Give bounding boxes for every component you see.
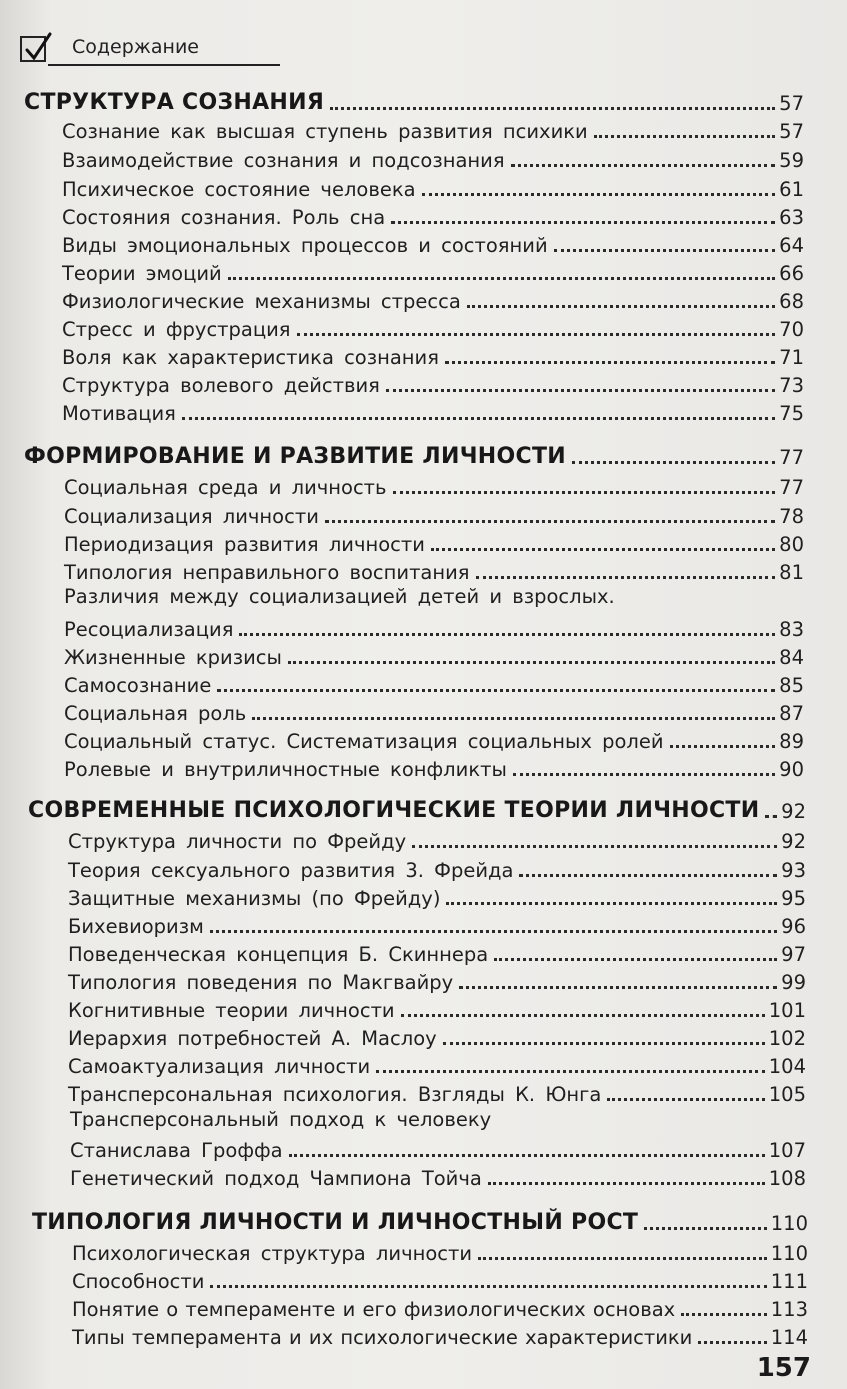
dot-leader [386,388,775,392]
dot-leader [210,929,777,933]
dot-leader [513,772,775,776]
entry-label: Психическое состояние человека [62,178,416,201]
page-ref: 110 [770,1242,808,1265]
page-ref: 70 [779,318,804,341]
entry-label: Воля как характеристика сознания [62,346,439,369]
toc-entry[interactable] [62,284,804,313]
toc-entry[interactable] [68,853,806,882]
toc-entry-first-line[interactable]: Трансперсональный подход к человеку [70,1108,492,1131]
entry-label: Станислава Гроффа [70,1139,283,1162]
entry-label: Виды эмоциональных процессов и состояний [62,234,548,257]
section-title: СОВРЕМЕННЫЕ ПСИХОЛОГИЧЕСКИЕ ТЕОРИИ ЛИЧНОСТИ [28,798,760,823]
dot-leader [443,1041,765,1045]
dot-leader [391,220,775,224]
toc-entry[interactable] [62,256,804,285]
dot-leader [572,460,775,464]
entry-label: Генетический подход Чампиона Тойча [70,1167,482,1190]
entry-label: Защитные механизмы (по Фрейду) [68,887,441,910]
header-underline [48,64,280,66]
dot-leader [607,1097,764,1101]
page-ref: 81 [779,561,804,584]
dot-leader [325,519,775,523]
section-title: ФОРМИРОВАНИЕ И РАЗВИТИЕ ЛИЧНОСТИ [24,444,566,469]
dot-leader [476,575,776,579]
entry-label: Трансперсональная психология. Взгляды К. Юнга [68,1083,602,1106]
page-ref: 83 [779,618,804,641]
toc-entry[interactable] [64,668,804,697]
dot-leader [289,1153,765,1157]
toc-entry[interactable] [62,172,804,201]
toc-entry[interactable] [62,200,804,229]
entry-label: Социализация личности [64,505,319,528]
page-ref: 97 [781,943,806,966]
dot-leader [182,416,775,420]
toc-entry[interactable] [68,909,806,938]
toc-entry[interactable] [64,555,804,584]
toc-entry[interactable] [64,612,804,641]
section-heading-row[interactable] [28,794,806,823]
entry-label: Самоактуализация личности [68,1055,371,1078]
entry-label: Физиологические механизмы стресса [62,290,461,313]
entry-label: Иерархия потребностей А. Маслоу [68,1027,437,1050]
toc-entry[interactable] [68,965,806,994]
entry-label: Типология поведения по Макгвайру [68,971,454,994]
page-ref: 75 [779,402,804,425]
dot-leader [401,1013,765,1017]
dot-leader [239,632,775,636]
toc-entry[interactable] [70,1161,806,1190]
page-ref: 66 [779,262,804,285]
page-ref: 68 [779,290,804,313]
entry-label: Типы темперамента и их психологические характеристики [72,1326,693,1349]
toc-entry[interactable] [62,228,804,257]
toc-entry[interactable] [62,368,804,397]
page-ref: 77 [779,446,804,469]
dot-leader [252,716,775,720]
toc-entry[interactable] [68,1077,806,1106]
dot-leader [412,844,777,848]
entry-label: Ролевые и внутриличностные конфликты [64,758,507,781]
contents-title: Содержание [72,36,199,58]
page-ref: 90 [779,758,804,781]
dot-leader [681,1312,767,1316]
page-ref: 108 [768,1167,806,1190]
page-ref: 92 [781,830,806,853]
toc-entry[interactable] [62,143,804,172]
checkmark-icon [20,28,54,64]
toc-entry[interactable] [62,312,804,341]
section-heading-row[interactable] [24,86,804,115]
entry-label: Психологическая структура личности [72,1242,473,1265]
page-ref: 99 [781,971,806,994]
page-ref: 105 [768,1083,806,1106]
toc-entry[interactable] [68,993,806,1022]
dot-leader [594,134,775,138]
section-heading-row[interactable] [32,1206,808,1235]
section-title: СТРУКТУРА СОЗНАНИЯ [24,90,325,115]
toc-entry[interactable] [72,1320,808,1349]
page-ref: 101 [768,999,806,1022]
section-title: ТИПОЛОГИЯ ЛИЧНОСТИ И ЛИЧНОСТНЫЙ РОСТ [32,1210,639,1235]
toc-entry[interactable] [64,499,804,528]
dot-leader [445,360,775,364]
page-ref: 57 [779,92,804,115]
dot-leader [217,688,775,692]
page-ref: 63 [779,206,804,229]
entry-label: Структура личности по Фрейду [68,830,407,853]
entry-label: Теории эмоций [62,262,222,285]
dot-leader [644,1226,767,1230]
page-ref: 84 [779,646,804,669]
dot-leader [670,744,776,748]
toc-entry[interactable] [64,724,804,753]
entry-label: Мотивация [62,402,176,425]
page-ref: 85 [779,674,804,697]
page-ref: 107 [768,1139,806,1162]
entry-label: Поведенческая концепция Б. Скиннера [68,943,489,966]
page-ref: 59 [779,149,804,172]
dot-leader [376,1069,765,1073]
dot-leader [393,490,776,494]
page-ref: 93 [781,859,806,882]
dot-leader [765,814,777,818]
page-ref: 114 [770,1326,808,1349]
toc-entry[interactable] [62,114,804,143]
page-ref: 96 [781,915,806,938]
toc-entry[interactable] [68,1049,806,1078]
toc-entry[interactable] [62,396,804,425]
entry-label: Типология неправильного воспитания [64,561,470,584]
dot-leader [459,985,777,989]
entry-label: Сознание как высшая ступень развития психики [62,120,588,143]
entry-label: Понятие о темпераменте и его физиологических основах [72,1298,676,1321]
toc-entry[interactable] [64,470,804,499]
dot-leader [297,332,776,336]
toc-entry[interactable] [72,1236,808,1265]
entry-label: Структура волевого действия [62,374,380,397]
toc-entry[interactable] [62,340,804,369]
page-ref: 57 [779,120,804,143]
page-ref: 113 [770,1298,808,1321]
toc-entry[interactable] [64,752,804,781]
entry-label: Стресс и фрустрация [62,318,291,341]
entry-label: Бихевиоризм [68,915,204,938]
toc-entry[interactable] [64,527,804,556]
dot-leader [446,901,777,905]
dot-leader [330,106,775,110]
page-ref: 80 [779,533,804,556]
contents-header [18,30,280,68]
entry-label: Социальная роль [64,702,247,725]
toc-entry-first-line[interactable]: Различия между социализацией детей и взрослых. [64,585,615,608]
page-ref: 111 [770,1270,808,1293]
toc-entry[interactable] [68,824,806,853]
entry-label: Теория сексуального развития 3. Фрейда [68,859,514,882]
page-number: 157 [756,1353,811,1383]
dot-leader [288,660,775,664]
page-ref: 104 [768,1055,806,1078]
dot-leader [698,1340,766,1344]
dot-leader [494,957,777,961]
section-heading-row[interactable] [24,440,804,469]
toc-entry[interactable] [72,1264,808,1293]
entry-label: Самосознание [64,674,212,697]
toc-entry[interactable] [64,640,804,669]
dot-leader [488,1181,765,1185]
dot-leader [422,192,776,196]
entry-label: Периодизация развития личности [64,533,425,556]
dot-leader [519,873,777,877]
entry-label: Способности [72,1270,205,1293]
dot-leader [511,163,776,167]
toc-entry[interactable] [68,1021,806,1050]
dot-leader [431,547,775,551]
page-ref: 102 [768,1027,806,1050]
page-ref: 61 [779,178,804,201]
page-ref: 92 [781,800,806,823]
page-ref: 77 [779,476,804,499]
page-ref: 64 [779,234,804,257]
entry-label: Социальный статус. Систематизация социальных ролей [64,730,664,753]
toc-entry[interactable] [70,1133,806,1162]
entry-label: Взаимодействие сознания и подсознания [62,149,505,172]
dot-leader [554,248,776,252]
page-ref: 89 [779,730,804,753]
dot-leader [467,304,775,308]
dot-leader [478,1256,767,1260]
entry-label: Социальная среда и личность [64,476,387,499]
entry-label: Когнитивные теории личности [68,999,395,1022]
dot-leader [228,276,775,280]
toc-entry[interactable] [72,1292,808,1321]
entry-label: Ресоциализация [64,618,234,641]
page-ref: 71 [779,346,804,369]
toc-entry[interactable] [68,881,806,910]
page-ref: 110 [770,1212,808,1235]
page-ref: 95 [781,887,806,910]
toc-entry[interactable] [68,937,806,966]
page-ref: 78 [779,505,804,528]
entry-label: Жизненные кризисы [64,646,282,669]
dot-leader [210,1284,766,1288]
page-ref: 73 [779,374,804,397]
entry-label: Состояния сознания. Роль сна [62,206,386,229]
toc-entry[interactable] [64,696,804,725]
checkbox-icon [20,36,46,62]
page-ref: 87 [779,702,804,725]
